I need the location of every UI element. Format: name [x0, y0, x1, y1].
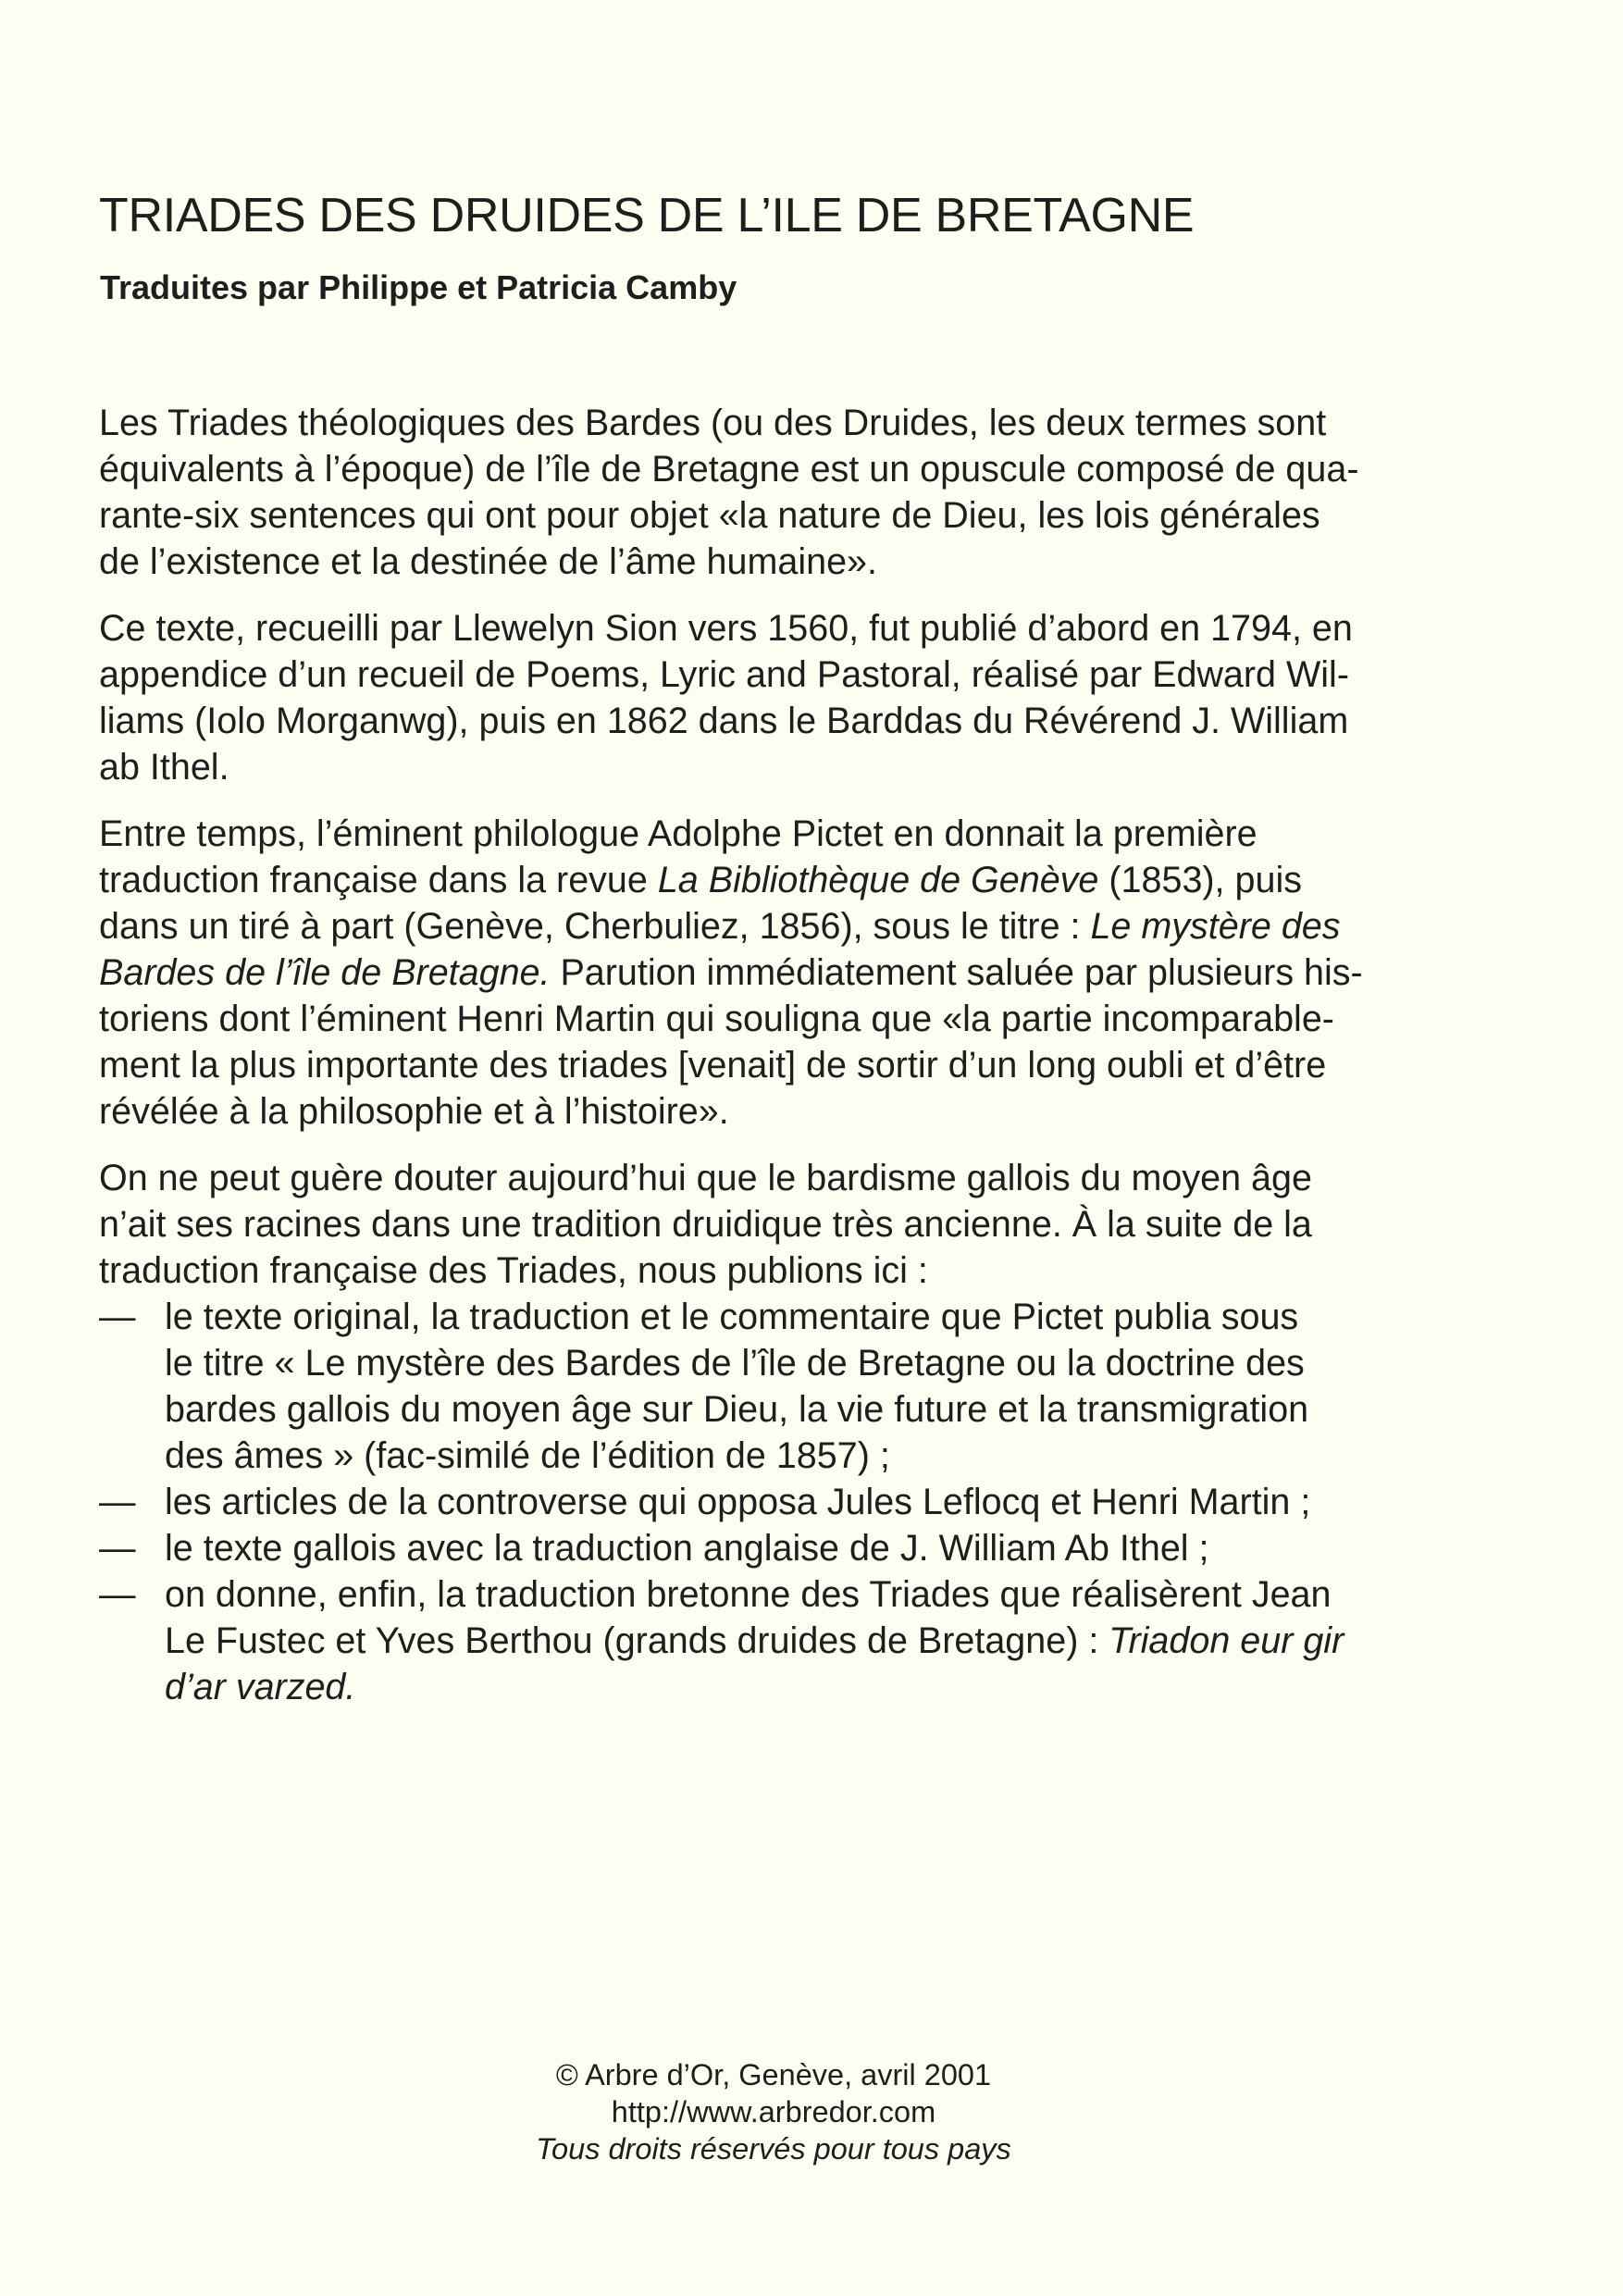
text-line: révélée à la philosophie et à l’histoire».	[99, 1091, 729, 1132]
document-subtitle: Traduites par Philippe et Patricia Camby	[100, 268, 737, 306]
contents-list	[99, 1294, 1459, 1710]
dash-bullet: —	[99, 1482, 136, 1522]
list-item	[99, 1571, 1459, 1710]
text-line: Entre temps, l’éminent philologue Adolphe Pictet en donnait la première	[99, 813, 1258, 854]
text-run: Le Fustec et Yves Berthou (grands druides de Bretagne) :	[165, 1620, 1109, 1661]
italic-title: La Bibliothèque de Genève	[657, 860, 1099, 900]
paragraph-intro	[99, 400, 1459, 585]
text-line: ab Ithel.	[99, 747, 229, 788]
text-line: ment la plus importante des triades [venait] de sortir d’un long oubli et d’être	[99, 1045, 1327, 1086]
list-item	[99, 1479, 1459, 1525]
list-item	[99, 1525, 1459, 1571]
text-run: traduction française dans la revue	[99, 860, 658, 900]
text-line: toriens dont l’éminent Henri Martin qui souligna que «la partie incomparable-	[99, 999, 1334, 1039]
paragraph-contents	[99, 1155, 1459, 1294]
text-line: de l’existence et la destinée de l’âme humaine».	[99, 541, 877, 582]
text-line: Ce texte, recueilli par Llewelyn Sion vers 1560, fut publié d’abord en 1794, en	[99, 608, 1353, 649]
text-line	[165, 1618, 1459, 1664]
body-text	[99, 400, 1459, 1710]
text-line: appendice d’un recueil de Poems, Lyric and Pastoral, réalisé par Edward Wil-	[99, 654, 1349, 695]
text-line: bardes gallois du moyen âge sur Dieu, la vie future et la transmigration	[165, 1389, 1309, 1430]
italic-title: Triadon eur gir	[1109, 1620, 1344, 1661]
text-run: (1853), puis	[1098, 860, 1302, 900]
copyright-notice: © Arbre d’Or, Genève, avril 2001	[555, 2058, 992, 2091]
dash-bullet: —	[99, 1528, 136, 1569]
italic-title: Bardes de l’île de Bretagne.	[99, 952, 551, 993]
rights-notice: Tous droits réservés pour tous pays	[536, 2132, 1011, 2166]
italic-title: d’ar varzed.	[165, 1667, 356, 1707]
text-line	[99, 949, 1459, 996]
list-item	[99, 1294, 1459, 1479]
paragraph-history	[99, 605, 1459, 790]
text-line: le texte original, la traduction et le commentaire que Pictet publia sous	[165, 1297, 1299, 1337]
dash-bullet: —	[99, 1574, 136, 1615]
text-line: on donne, enfin, la traduction bretonne des Triades que réalisèrent Jean	[165, 1574, 1332, 1615]
text-line: traduction française des Triades, nous publions ici :	[99, 1250, 928, 1291]
text-line: le titre « Le mystère des Bardes de l’île de Bretagne ou la doctrine des	[165, 1343, 1305, 1384]
text-line: liams (Iolo Morganwg), puis en 1862 dans le Barddas du Révérend J. William	[99, 701, 1349, 741]
text-line: les articles de la controverse qui opposa Jules Leflocq et Henri Martin ;	[165, 1482, 1311, 1522]
text-line: équivalents à l’époque) de l’île de Bretagne est un opuscule composé de qua-	[99, 449, 1359, 490]
footer	[0, 2056, 1547, 2167]
text-line: n’ait ses racines dans une tradition druidique très ancienne. À la suite de la	[99, 1204, 1312, 1245]
text-line	[99, 903, 1459, 949]
website-url: http://www.arbredor.com	[611, 2095, 936, 2128]
text-line: des âmes » (fac-similé de l’édition de 1857) ;	[165, 1435, 890, 1476]
text-run: Parution immédiatement saluée par plusieurs his-	[550, 952, 1363, 993]
text-line	[99, 857, 1459, 903]
text-line: On ne peut guère douter aujourd’hui que le bardisme gallois du moyen âge	[99, 1158, 1312, 1198]
document-title: TRIADES DES DRUIDES DE L’ILE DE BRETAGNE	[99, 189, 1195, 242]
text-run: dans un tiré à part (Genève, Cherbuliez, 1856), sous le titre :	[99, 906, 1091, 947]
text-line: Les Triades théologiques des Bardes (ou des Druides, les deux termes sont	[99, 403, 1327, 443]
dash-bullet: —	[99, 1297, 136, 1337]
text-line: le texte gallois avec la traduction anglaise de J. William Ab Ithel ;	[165, 1528, 1209, 1569]
italic-title: Le mystère des	[1090, 906, 1341, 947]
paragraph-pictet	[99, 811, 1459, 1135]
text-line: rante-six sentences qui ont pour objet «la nature de Dieu, les lois générales	[99, 495, 1320, 536]
